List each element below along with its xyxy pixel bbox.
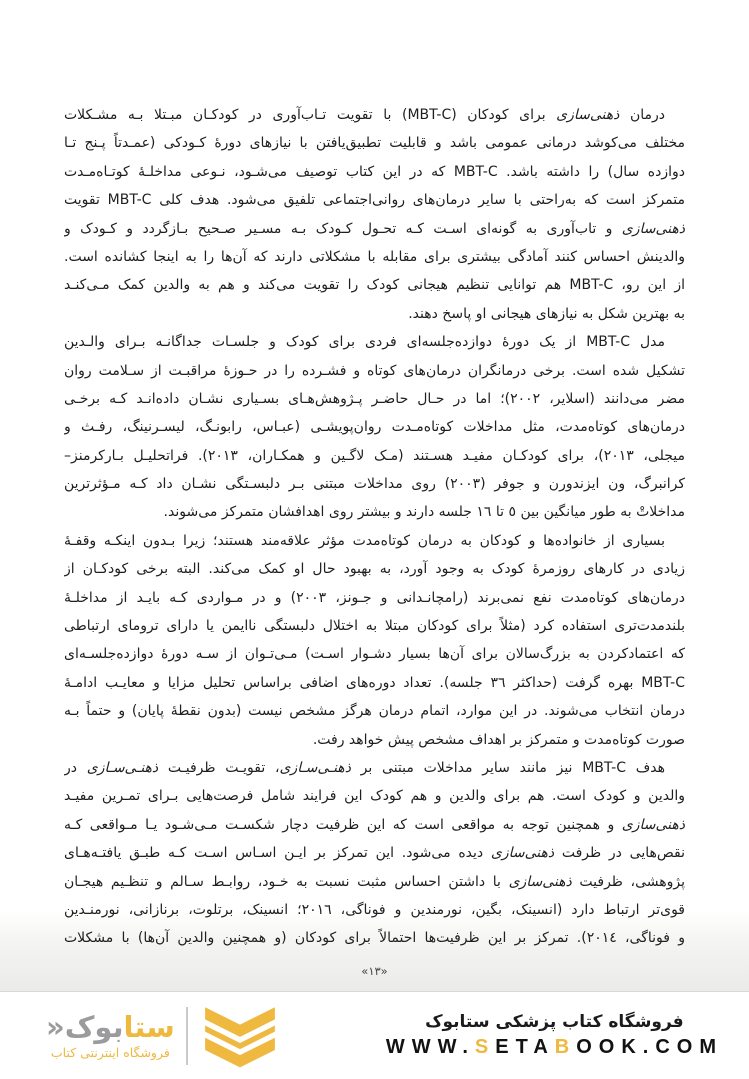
page-number: «١٣» [361,963,388,978]
text-line: بسیاری از خانواده‌ها و کودکان به درمان کوتاه‌مدت مؤثر علاقه‌مند هستند؛ زیرا بـدون اینکـه وقفـهٔ [64,532,665,549]
text-line: پژوهشی، ظرفیت ذهنی‌سازی با داشتن احساس مثبت نسبت به خـود، روابـط سـالم و تنظـیم هیجـان [64,873,685,890]
text-line: میجلی، ٢٠١٣)، برای کودکـان مفیـد هسـتند (مـک لاگـین و همکـاران، ٢٠١٣). فراتحلیـل بـارکرمنز– [64,447,685,464]
footer [0,992,749,1079]
chevron-logo-icon [199,1002,281,1070]
text-line: که اعتمادکردن به بزرگ‌سالان برای آن‌ها بسیار دشـوار اسـت) مـی‌تـوان از سـه دورهٔ دوازده‌جلسـه‌ای [64,646,685,663]
text-line: والدین و کودک است. هم برای والدین و هم کودک این فرایند شامل فرصت‌هایی بـرای تمـرین مفیـد [64,788,685,805]
logo-wordmark [46,1009,175,1044]
logo-divider [186,1007,188,1065]
footer-store-block [386,1012,727,1059]
paragraph [64,328,685,527]
paragraph [64,527,685,754]
text-line: صورت کوتاه‌مدت و متمرکز بر اهداف مشخص پیش خواهد رفت. [312,731,685,748]
text-line: دوازده سال) را داشته باشد. MBT-C که در این کتاب توصیف می‌شـود، نـوعی مداخلـهٔ کوتـاه‌مـدت [64,163,685,180]
text-line: هدف MBT-C نیز مانند سایر مداخلات مبتنی بر ذهنـی‌سـازی، تقویـت ظرفیـت ذهنـی‌سـازی در [64,759,665,776]
text-line: ذهنی‌سازی و همچنین توجه به مواقعی است که این ظرفیت دچار شکسـت مـی‌شـود یـا مـواقعی کـه [64,816,685,833]
text-line: مدل MBT-C از یک دورهٔ دوازده‌جلسه‌ای فردی برای کودک و جلسـات جداگانـه بـرای والـدین [64,334,665,351]
setabook-logo [46,1002,281,1070]
paragraph [64,101,685,328]
paragraph [64,754,685,953]
text-line: و فوناگی، ٢٠١٤). تمرکز بر این ظرفیت‌ها احتمالاً برای کودکان (و همچنین والدین آن‌ها) با مشکلات [64,930,685,947]
text-line: مختلف می‌کوشد درمانی عمومی باشد و قابلیت تطبیق‌یافتن با نیازهای دورهٔ کـودکی (عمـدتاً پـنج تـا [64,135,685,152]
text-line: از این رو، MBT-C هم توانایی تنظیم هیجانی کودک را تقویت می‌کند و هم به والدین کمک مـی‌کنـد [64,277,685,294]
website-url: WWW.SETABOOK.COM [385,1036,723,1058]
text-line: درمان انتخاب می‌شوند. در این موارد، اتمام درمان هرگز مشخص نیست (بدون نقطهٔ پایان) و حتماً بـه [64,703,685,720]
text-line: قوی‌تر ارتباط دارد (انسینک، بگین، نورمندین و فوناگی، ٢٠١٦؛ انسینک، برتلوت، برنازانی، نورمنـدین [64,901,685,918]
text-line: درمان ذهنی‌سازی برای کودکان (MBT-C) با تقویت تـاب‌آوری در کودکـان مبـتلا بـه مشـکلات [64,107,665,123]
text-line: زیادی در کارهای روزمرهٔ کودک به وجود آورد، به بهبود حال او کمک می‌کند. البته برخی کودکـان از [64,561,685,578]
logo-wordmark-gray: بوک [64,1009,124,1044]
store-name: فروشگاه کتاب پزشکی ستابوک [425,1012,684,1032]
text-line: به بهترین شکل به نیازهای هیجانی او پاسخ دهند. [408,305,685,322]
text-line: نقص‌هایی در ظرفت ذهنی‌سازی دیده می‌شود. این تمرکز بر ایـن اسـاس اسـت کـه طبـق یافتـه‌هـای [64,845,685,862]
logo-wordmark-gold: ستا [123,1009,175,1044]
text-block [64,0,685,953]
text-line: درمان‌های کوتاه‌مدت، مثل مداخلات کوتاه‌مـدت روان‌پویشـی (عبـاس، رابونـگ، لیسـرنینگ، رفـث و [64,419,685,436]
text-line: تشکیل شده است. برخی درمانگران درمان‌های کوتاه و فشـرده را در حـوزهٔ مراقبـت از سـلامت روان [64,362,685,379]
text-line: مداخلاتْ به طور میانگین بین ٥ تا ١٦ جلسه دارند و بیشتر روی اهدافشان متمرکز می‌شوند. [163,504,685,521]
text-line: کرانبرگ، ون ایزندورن و جوفر (٢٠٠٣) روی مداخلات مبتنی بـر دلبسـتگی نشـان داد کـه مـؤثرترین [64,476,685,493]
logo-wordmark-block [46,1009,175,1060]
logo-tagline: فروشگاه اینترنتی کتاب [50,1044,170,1060]
logo-guillemet: « [46,1009,65,1044]
text-line: متمرکز است که به‌راحتی با سایر درمان‌های روانی‌اجتماعی تلفیق می‌شود. هدف کلی MBT-C تقویت [64,192,685,209]
text-line: والدینش احساس کنند آمادگی بیشتری برای مقابله با مشکلاتی دارند که آن‌ها را به اینجا کشانده است. [64,248,685,265]
text-line: مضر می‌دانند (اسلایر، ٢٠٠٢)؛ اما در حـال حاضـر پـژوهش‌هـای بسـیاری نشـان داده‌انـد کـه برخـی [64,390,685,407]
text-line: درمان‌های کوتاه‌مدت نفع نمی‌برند (رامچانـدانی و جـونز، ٢٠٠٣) و در مـواردی کـه بایـد از مداخلـهٔ [64,589,685,606]
text-line: ذهنی‌سازی و تاب‌آوری به گونه‌ای اسـت کـه تحـول کـودک بـه مسـیر صـحیح بـازگردد و کـودک و [64,220,685,237]
text-line: بلندمدت‌تری استفاده کرد (مثلاً برای کودکان مبتلا به اختلال دلبستگی ناایمن یا دارای ترومای ارتباطی [64,618,685,635]
text-line: MBT-C بهره گرفت (حداکثر ٣٦ جلسه). تعداد دوره‌های اضافی براساس تحلیل مزایا و معایـب ادامـهٔ [64,674,685,691]
